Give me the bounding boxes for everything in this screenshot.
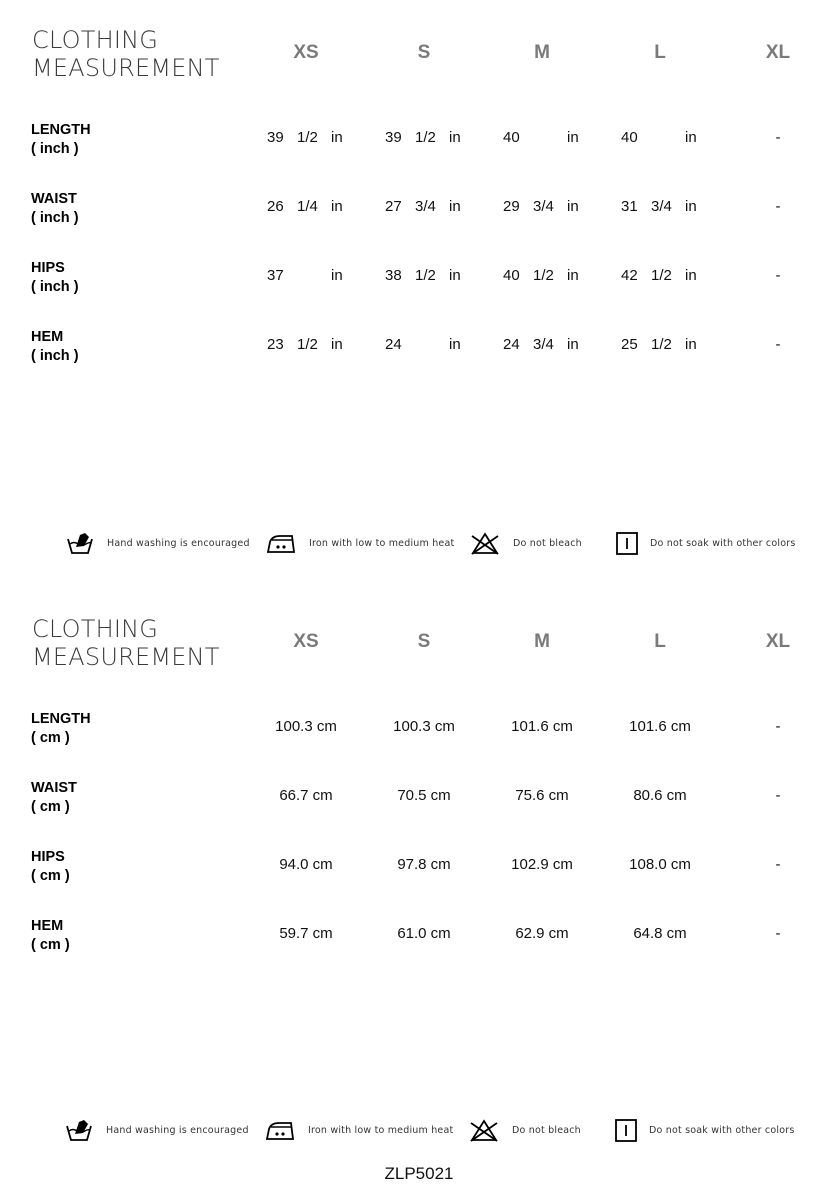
value-whole: 26 <box>267 198 284 215</box>
value-fraction: 1/4 <box>297 198 318 215</box>
cell-waist-l: 80.6 cm <box>633 787 687 804</box>
care-text: Do not soak with other colors <box>650 538 796 549</box>
no-bleach-icon <box>470 530 500 556</box>
value-fraction: 3/4 <box>533 336 554 353</box>
cell-hem-xl: - <box>775 336 781 353</box>
measure-name: HEM <box>31 918 64 934</box>
value-whole: 40 <box>503 129 520 146</box>
measure-name: WAIST <box>31 780 77 796</box>
value-whole: 31 <box>621 198 638 215</box>
cell-hips-xl: - <box>775 856 781 873</box>
value-whole: 38 <box>385 267 402 284</box>
measure-name: LENGTH <box>31 122 91 138</box>
row-label-hips <box>31 848 70 886</box>
cell-length-l: 101.6 cm <box>629 718 691 735</box>
hand-wash-icon <box>66 530 96 556</box>
value-unit: in <box>685 336 697 353</box>
title-line-2: MEASUREMENT <box>32 643 220 671</box>
size-header-l: L <box>654 631 666 652</box>
row-label-waist <box>31 190 79 228</box>
size-header-m: M <box>534 631 550 652</box>
cell-hem-xl: - <box>775 925 781 942</box>
measure-unit: ( inch ) <box>31 279 79 295</box>
care-text: Iron with low to medium heat <box>309 538 455 549</box>
value-unit: in <box>449 129 461 146</box>
value-fraction: 1/2 <box>415 267 436 284</box>
value-unit: in <box>567 336 579 353</box>
cell-waist-xl: - <box>775 198 781 215</box>
value-whole: 37 <box>267 267 284 284</box>
no-bleach-icon <box>469 1117 499 1143</box>
value-whole: 39 <box>267 129 284 146</box>
value-unit: in <box>685 267 697 284</box>
value-whole: 23 <box>267 336 284 353</box>
cell-length-xl: - <box>775 129 781 146</box>
measure-name: LENGTH <box>31 711 91 727</box>
cell-hem-l: 64.8 cm <box>633 925 687 942</box>
value-unit: in <box>685 129 697 146</box>
section-title <box>32 26 262 82</box>
value-unit: in <box>449 198 461 215</box>
cell-hips-xs: 94.0 cm <box>279 856 333 873</box>
cell-length-m: 101.6 cm <box>511 718 573 735</box>
cell-hips-l: 108.0 cm <box>629 856 691 873</box>
measure-unit: ( inch ) <box>31 141 79 157</box>
size-header-s: S <box>417 631 431 652</box>
measure-unit: ( cm ) <box>31 730 70 746</box>
value-whole: 40 <box>621 129 638 146</box>
row-label-length <box>31 121 91 159</box>
measure-name: WAIST <box>31 191 77 207</box>
cell-waist-xs: 66.7 cm <box>279 787 333 804</box>
measure-name: HIPS <box>31 849 65 865</box>
care-text: Hand washing is encouraged <box>107 538 250 549</box>
value-unit: in <box>449 267 461 284</box>
value-unit: in <box>685 198 697 215</box>
care-instructions-bottom <box>0 1111 838 1151</box>
value-fraction: 3/4 <box>415 198 436 215</box>
value-unit: in <box>567 267 579 284</box>
title-line-2: MEASUREMENT <box>32 54 220 82</box>
size-header-xs: XS <box>293 42 319 63</box>
row-label-hips <box>31 259 79 297</box>
do-not-soak-icon <box>614 530 644 556</box>
value-unit: in <box>567 198 579 215</box>
title-line-1: CLOTHING <box>32 615 159 643</box>
care-text: Iron with low to medium heat <box>308 1125 454 1136</box>
value-unit: in <box>567 129 579 146</box>
value-unit: in <box>331 267 343 284</box>
section-title <box>32 615 262 671</box>
value-whole: 24 <box>385 336 402 353</box>
cell-waist-s: 70.5 cm <box>397 787 451 804</box>
value-unit: in <box>449 336 461 353</box>
value-fraction: 1/2 <box>651 267 672 284</box>
hand-wash-icon <box>65 1117 95 1143</box>
cell-hem-xs: 59.7 cm <box>279 925 333 942</box>
title-line-1: CLOTHING <box>32 26 159 54</box>
care-text: Hand washing is encouraged <box>106 1125 249 1136</box>
measure-name: HIPS <box>31 260 65 276</box>
row-label-length <box>31 710 91 748</box>
size-header-xs: XS <box>293 631 319 652</box>
iron-low-medium-icon <box>266 530 296 556</box>
value-fraction: 1/2 <box>651 336 672 353</box>
cell-hem-m: 62.9 cm <box>515 925 569 942</box>
value-whole: 40 <box>503 267 520 284</box>
value-fraction: 1/2 <box>533 267 554 284</box>
care-text: Do not bleach <box>512 1125 581 1136</box>
row-label-hem <box>31 328 79 366</box>
value-fraction: 1/2 <box>415 129 436 146</box>
do-not-soak-icon <box>613 1117 643 1143</box>
value-fraction: 1/2 <box>297 336 318 353</box>
value-whole: 39 <box>385 129 402 146</box>
iron-low-medium-icon <box>265 1117 295 1143</box>
value-whole: 25 <box>621 336 638 353</box>
measure-unit: ( inch ) <box>31 210 79 226</box>
cell-hips-s: 97.8 cm <box>397 856 451 873</box>
size-header-xl: XL <box>765 631 791 652</box>
row-label-waist <box>31 779 77 817</box>
care-instructions-top <box>0 524 838 564</box>
measure-unit: ( cm ) <box>31 799 70 815</box>
value-unit: in <box>331 198 343 215</box>
value-whole: 24 <box>503 336 520 353</box>
size-header-xl: XL <box>765 42 791 63</box>
row-label-hem <box>31 917 70 955</box>
value-whole: 27 <box>385 198 402 215</box>
measure-name: HEM <box>31 329 64 345</box>
care-text: Do not soak with other colors <box>649 1125 795 1136</box>
cell-waist-m: 75.6 cm <box>515 787 569 804</box>
size-header-s: S <box>417 42 431 63</box>
cell-length-xl: - <box>775 718 781 735</box>
cell-hem-s: 61.0 cm <box>397 925 451 942</box>
value-whole: 42 <box>621 267 638 284</box>
cell-hips-m: 102.9 cm <box>511 856 573 873</box>
cell-length-s: 100.3 cm <box>393 718 455 735</box>
measure-unit: ( cm ) <box>31 937 70 953</box>
care-text: Do not bleach <box>513 538 582 549</box>
measure-unit: ( inch ) <box>31 348 79 364</box>
value-fraction: 3/4 <box>651 198 672 215</box>
cell-hips-xl: - <box>775 267 781 284</box>
value-unit: in <box>331 129 343 146</box>
size-header-l: L <box>654 42 666 63</box>
cell-waist-xl: - <box>775 787 781 804</box>
measure-unit: ( cm ) <box>31 868 70 884</box>
cell-length-xs: 100.3 cm <box>275 718 337 735</box>
value-whole: 29 <box>503 198 520 215</box>
value-fraction: 3/4 <box>533 198 554 215</box>
value-fraction: 1/2 <box>297 129 318 146</box>
product-code: ZLP5021 <box>384 1164 454 1183</box>
size-header-m: M <box>534 42 550 63</box>
value-unit: in <box>331 336 343 353</box>
